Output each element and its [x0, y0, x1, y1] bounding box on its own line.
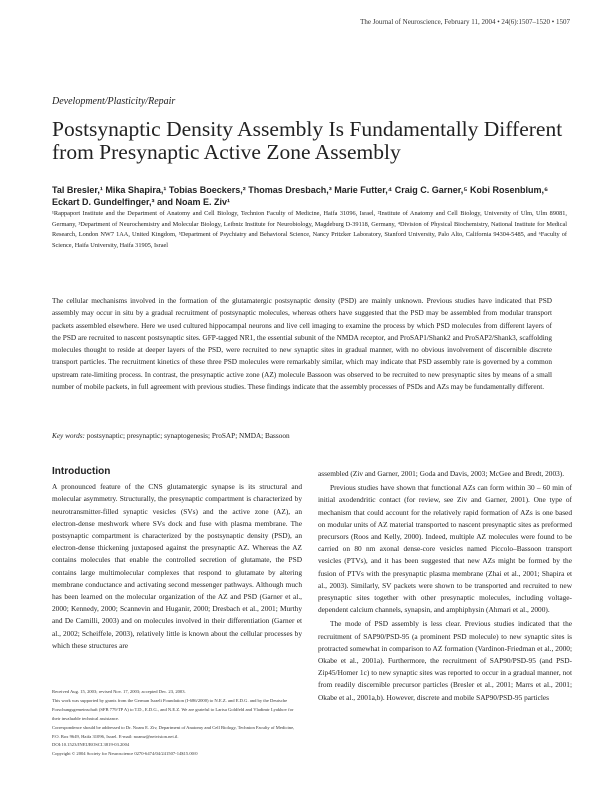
introduction-heading: Introduction: [52, 466, 111, 477]
footnote-doi: DOI:10.1523/JNEUROSCI.3819-03.2004: [52, 742, 130, 748]
intro-paragraph-1: A pronounced feature of the CNS glutamatergic synapse is its structural and molecular asymmetry. Structurally, the presynaptic compartment is characterized by neurotransmitter-filled synaptic vesicles (SVs) and the active zone (AZ), an electron-dense meshwork where SVs dock and fuse with plasma membrane. The postsynaptic compartment is characterized by the postsynaptic density (PSD), an electron-dense thickening juxtaposed against the presynaptic AZ. Whereas the AZ contains molecules that enable the controlled secretion of glutamate, the PSD contains large multimolecular complexes that respond to glutamate by altering membrane conductance and activating second messenger pathways. Although much has been learned on the molecular organization of the AZ and PSD (Garner et al., 2000; Kennedy, 2000; Scannevin and Huganir, 2000; Dresbach et al., 2001; Murthy and De Camilli, 2003) and on molecules involved in their differentiation (Garner et al., 2002; Scheiffele, 2003), relatively little is known about the cellular processes by which these structures are: [52, 482, 302, 650]
right-column: [318, 468, 572, 704]
keywords: [52, 430, 552, 442]
footnotes: [52, 688, 302, 759]
abstract: The cellular mechanisms involved in the formation of the glutamatergic postsynaptic density (PSD) are mainly unknown. Previous studies have indicated that PSD assembly may occur in situ by a gradual recruitment of postsynaptic molecules, whereas others have suggested that the PSD may be assembled from modular transport packets assembled elsewhere. Here we used cultured hippocampal neurons and live cell imaging to examine the process by which PSD molecules from different layers of the PSD are recruited to nascent postsynaptic sites. GFP-tagged NR1, the essential subunit of the NMDA receptor, and ProSAP1/Shank2 and ProSAP2/Shank3, scaffolding molecules thought to reside at deeper layers of the PSD, were recruited to new synaptic sites in gradual manner, with no obvious involvement of discernible discrete transport particles. The recruitment kinetics of these three PSD molecules were remarkably similar, which may indicate that PSD assembly rate is governed by a common upstream rate-limiting process. In contrast, the presynaptic active zone (AZ) molecule Bassoon was observed to be recruited to new presynaptic sites by means of a small number of mobile packets, in full agreement with previous studies. These findings indicate that the assembly processes of PSDs and AZs may be fundamentally different.: [52, 297, 552, 392]
paper-title: Postsynaptic Density Assembly Is Fundamentally Different from Presynaptic Active Zone Assembly: [52, 117, 563, 164]
author-list: Tal Bresler,¹ Mika Shapira,¹ Tobias Boeckers,² Thomas Dresbach,³ Marie Futter,⁴ Craig C. Garner,⁵ Kobi Rosenblum,⁶ Eckart D. Gundelfinger,³ and Noam E. Ziv¹: [52, 185, 549, 207]
footnote-funding: This work was supported by grants from the German Israeli Foundation (I-686/2000) to N.E.Z. and E.D.G. and by the Deutsche Forschungsgemeinschaft (SFB 779/TP A) to T.D., E.D.G., and N.E.Z. We are grateful to Larisa Goldfeld and Vladimir Lyakhov for their invaluable technical assistance.: [52, 697, 294, 721]
footnote-correspondence: Correspondence should be addressed to Dr. Noam E. Ziv, Department of Anatomy and Cell Biology, Technion Faculty of Medicine, P.O. Box 9649, Haifa 31096, Israel. E-mail: noamz@netvision.net.il.: [52, 724, 295, 739]
keywords-text: postsynaptic; presynaptic; synaptogenesis; ProSAP; NMDA; Bassoon: [86, 432, 290, 440]
footnote-received: Received Aug. 15, 2003; revised Nov. 17, 2003; accepted Dec. 23, 2003.: [52, 689, 186, 694]
left-column: [52, 466, 302, 652]
intro-paragraph-3: The mode of PSD assembly is less clear. Previous studies indicated that the recruitment of SAP90/PSD-95 (a prominent PSD molecule) to new synaptic sites is protracted somewhat in comparison to AZ formation (Vardinon-Friedman et al., 2000; Okabe et al., 2001a). Furthermore, the recruitment of SAP90/PSD-95 (and PSD-Zip45/Homer 1c) to new synaptic sites was reported to occur in a gradual manner, not from readily discernible precursor particles (Bresler et al., 2001; Marrs et al., 2001; Okabe et al., 2001a,b). However, discrete and mobile SAP90/PSD-95 particles: [318, 619, 572, 702]
section-label: Development/Plasticity/Repair: [52, 96, 176, 107]
keywords-label: Key words:: [52, 432, 85, 440]
affiliations: ¹Rappaport Institute and the Department of Anatomy and Cell Biology, Technion Faculty of Medicine, Haifa 31096, Israel, ²Institute of Anatomy and Cell Biology, University of Ulm, Ulm 89081, Germany, ³Department of Neurochemistry and Molecular Biology, Leibniz Institute for Neurobiology, Magdeburg D-39118, Germany, ⁴Division of Physical Biochemistry, National Institute for Medical Research, London NW7 1AA, United Kingdom, ⁵Department of Psychiatry and Behavioral Science, Nancy Pritzker Laboratory, Stanford University, Palo Alto, California 94304-5485, and ⁶Faculty of Science, Haifa University, Haifa 31905, Israel: [52, 210, 567, 250]
running-head: The Journal of Neuroscience, February 11, 2004 • 24(6):1507–1520 • 1507: [360, 18, 570, 26]
intro-paragraph-1-continued: assembled (Ziv and Garner, 2001; Goda and Davis, 2003; McGee and Bredt, 2003).: [318, 469, 565, 478]
intro-paragraph-2: Previous studies have shown that functional AZs can form within 30 – 60 min of initial axodendritic contact (for review, see Ziv and Garner, 2001). One type of mechanism that could account for the relatively rapid formation of AZs is one based on modular units of AZ material transported to nascent presynaptic sites as preformed precursors (Roos and Kelly, 2000). Indeed, multiple AZ molecules were found to be carried on 80 nm axonal dense-core vesicles named Piccolo–Bassoon transport vesicles (PTVs), and it has been suggested that new AZs might be formed by the fusion of PTVs with the presynaptic plasma membrane (Zhai et al., 2001; Shapira et al., 2003). Similarly, SV packets were shown to be transported and recruited to new presynaptic sites together with other presynaptic molecules, including voltage-dependent calcium channels, synapsin, and amphiphysin (Ahmari et al., 2000).: [318, 483, 572, 615]
footnote-copyright: Copyright © 2004 Society for Neuroscience 0270-6474/04/241507-14$15.00/0: [52, 751, 198, 757]
